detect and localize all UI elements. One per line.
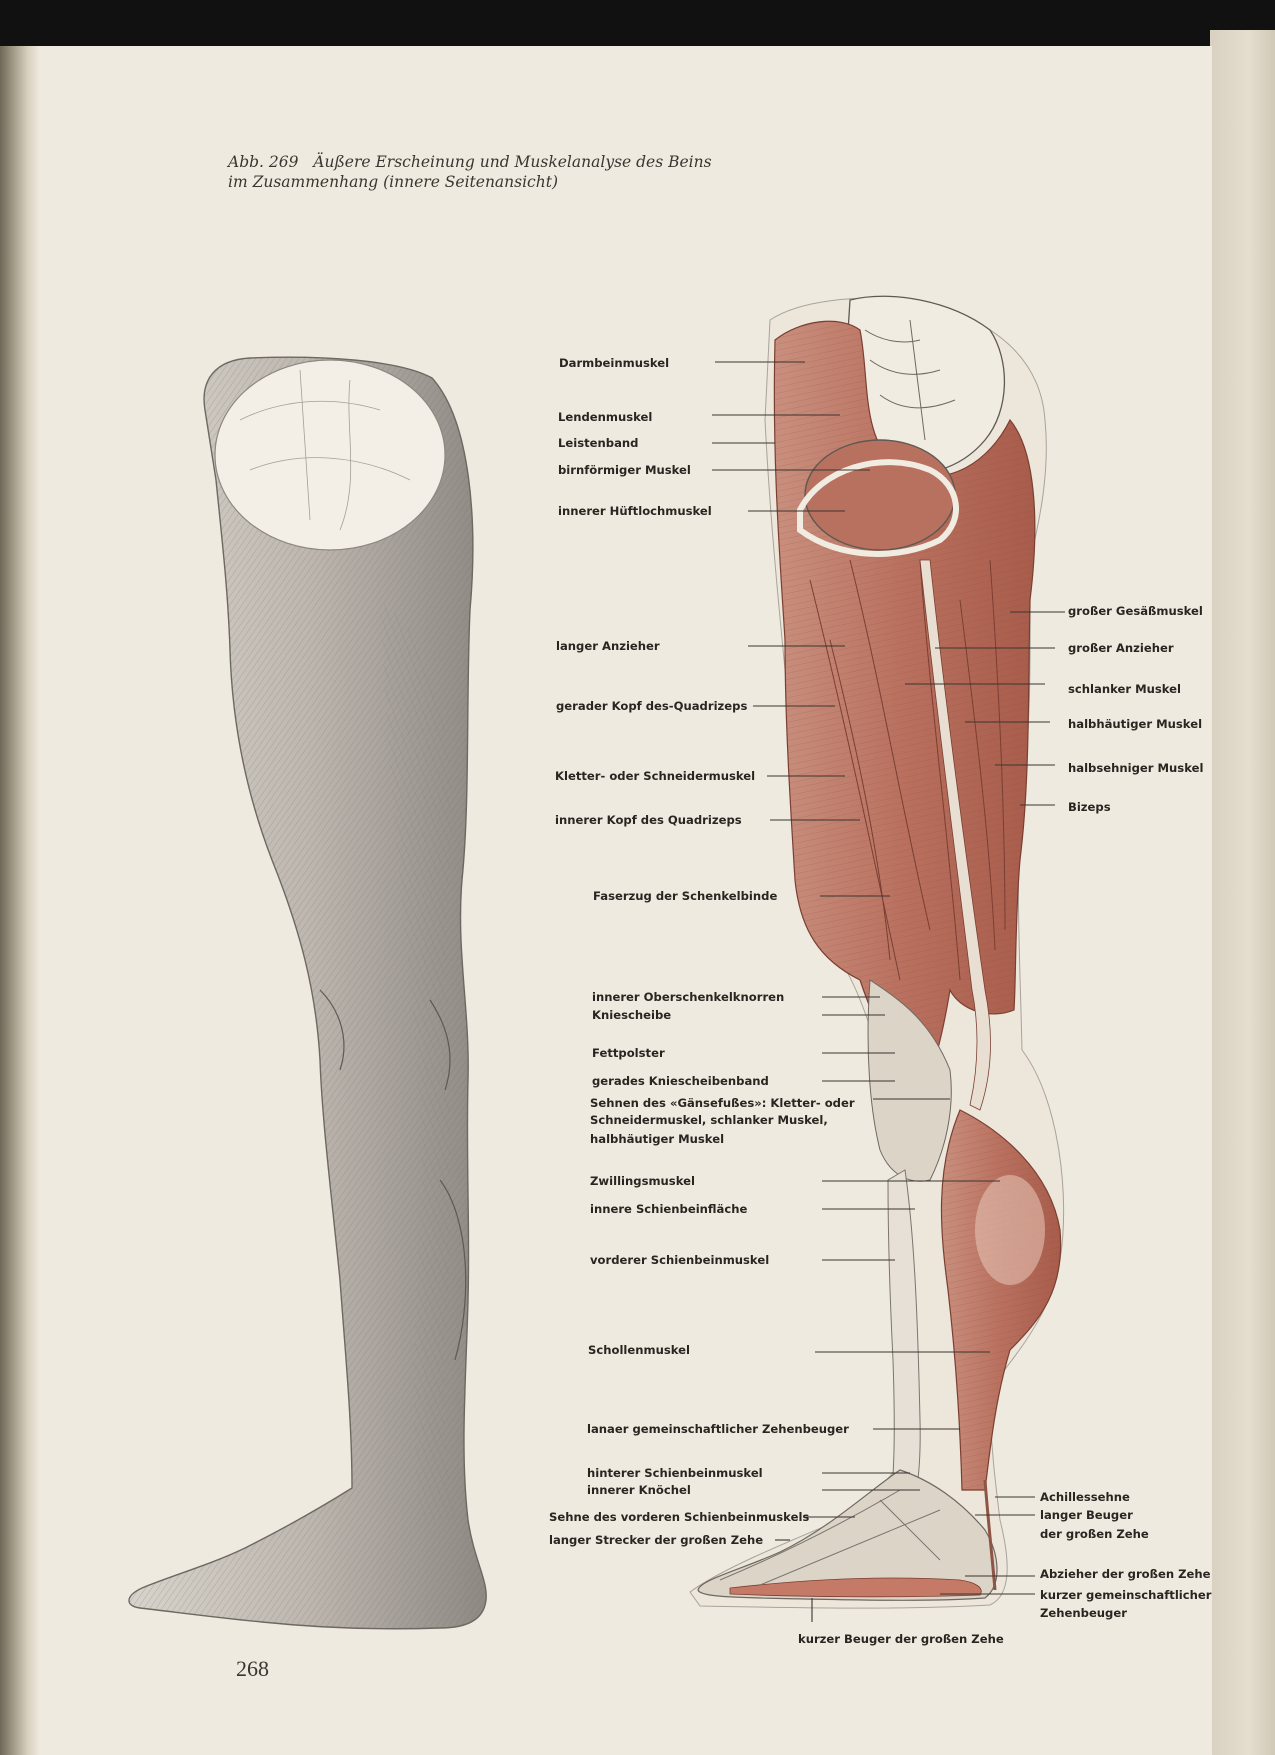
label-innere-schienbeinflaeche: innere Schienbeinfläche: [590, 1202, 748, 1216]
label-schollenmuskel: Schollenmuskel: [588, 1343, 690, 1357]
label-halbhaeutiger-muskel: halbhäutiger Muskel: [1068, 717, 1203, 731]
label-darmbeinmuskel: Darmbeinmuskel: [559, 356, 670, 370]
label-langer-beuger-zehe: der großen Zehe: [1040, 1527, 1149, 1541]
label-kurzer-beuger-grosse-zehe: kurzer Beuger der großen Zehe: [798, 1632, 1004, 1646]
label-abzieher-grosse-zehe: Abzieher der großen Zehe: [1040, 1567, 1211, 1581]
label-innerer-knoechel: innerer Knöchel: [587, 1483, 691, 1497]
label-faserzug-schenkelbinde: Faserzug der Schenkelbinde: [593, 889, 778, 903]
label-halbsehniger-muskel: halbsehniger Muskel: [1068, 761, 1204, 775]
label-gaensefuss-line-3: halbhäutiger Muskel: [590, 1132, 725, 1146]
calf-highlight: [975, 1175, 1045, 1285]
label-gaensefuss-line-2: Schneidermuskel, schlanker Muskel,: [590, 1113, 828, 1127]
pencil-leg-drawing: [129, 357, 486, 1629]
label-langer-gemeinschaftlicher-zehenbeuger: lanaer gemeinschaftlicher Zehenbeuger: [587, 1422, 849, 1436]
label-hinterer-schienbeinmuskel: hinterer Schienbeinmuskel: [587, 1466, 763, 1480]
label-gaensefuss-line-1: Sehnen des «Gänsefußes»: Kletter- oder: [590, 1096, 855, 1110]
label-langer-beuger: langer Beuger: [1040, 1508, 1133, 1522]
label-innerer-kopf-quadrizeps: innerer Kopf des Quadrizeps: [555, 813, 742, 827]
label-bizeps: Bizeps: [1068, 800, 1111, 814]
label-langer-anzieher: langer Anzieher: [556, 639, 660, 653]
label-leistenband: Leistenband: [558, 436, 639, 450]
label-vorderer-schienbeinmuskel: vorderer Schienbeinmuskel: [590, 1253, 770, 1267]
label-langer-strecker-grosse-zehe: langer Strecker der großen Zehe: [549, 1533, 764, 1547]
label-kniescheibe: Kniescheibe: [592, 1008, 672, 1022]
caption-title-line-1: Äußere Erscheinung und Muskelanalyse des Beins: [313, 153, 712, 171]
label-sehne-vorderer-schienbeinmuskel: Sehne des vorderen Schienbeinmuskels: [549, 1510, 810, 1524]
figure-number: Abb. 269: [228, 153, 299, 171]
label-zehenbeuger: Zehenbeuger: [1040, 1606, 1127, 1620]
pencil-hip-section: [215, 360, 445, 550]
label-kletter-schneidermuskel: Kletter- oder Schneidermuskel: [555, 769, 756, 783]
label-lendenmuskel: Lendenmuskel: [558, 410, 653, 424]
label-zwillingsmuskel: Zwillingsmuskel: [590, 1174, 695, 1188]
label-fettpolster: Fettpolster: [592, 1046, 665, 1060]
page-number: 268: [236, 1656, 269, 1681]
hip-joint-section: [805, 440, 955, 550]
label-schlanker-muskel: schlanker Muskel: [1068, 682, 1182, 696]
label-birnfoermiger-muskel: birnförmiger Muskel: [558, 463, 691, 477]
label-innerer-oberschenkelknorren: innerer Oberschenkelknorren: [592, 990, 785, 1004]
label-gerader-kopf-quadrizeps: gerader Kopf des-Quadrizeps: [556, 699, 748, 713]
label-achillessehne: Achillessehne: [1040, 1490, 1130, 1504]
label-gerades-kniescheibenband: gerades Kniescheibenband: [592, 1074, 769, 1088]
caption-line-2: im Zusammenhang (innere Seitenansicht): [228, 173, 558, 191]
label-innerer-hueftlochmuskel: innerer Hüftlochmuskel: [558, 504, 712, 518]
muscle-leg-drawing: [690, 296, 1064, 1608]
label-kurzer-gemeinschaftlicher: kurzer gemeinschaftlicher: [1040, 1588, 1212, 1602]
label-grosser-gesaessmuskel: großer Gesäßmuskel: [1068, 604, 1203, 618]
label-grosser-anzieher: großer Anzieher: [1068, 641, 1174, 655]
